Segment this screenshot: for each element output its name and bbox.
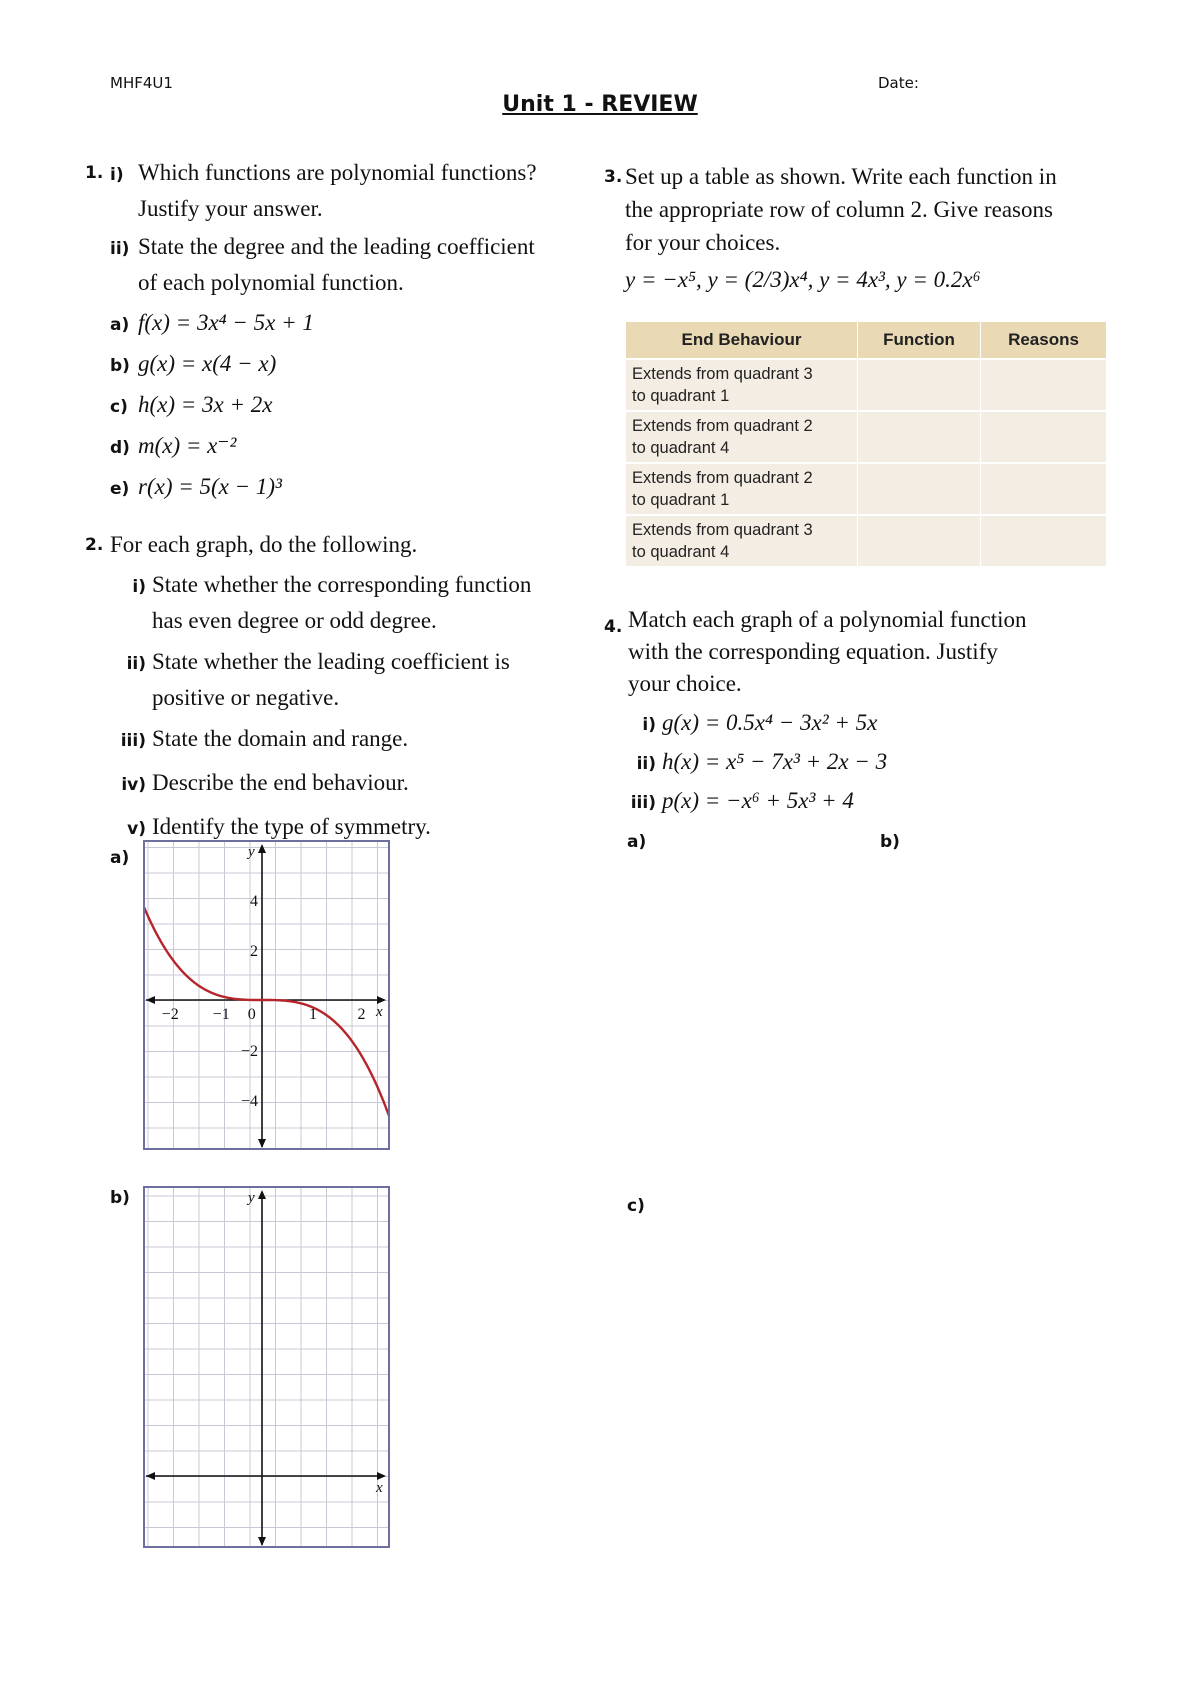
- table-header: Reasons: [981, 322, 1107, 359]
- reasons-cell[interactable]: [981, 359, 1107, 411]
- q1-part-label: a): [110, 315, 130, 335]
- q2-task-label: iii): [120, 731, 146, 751]
- table-row: [626, 411, 1107, 463]
- y-axis-arrow: [258, 1537, 266, 1546]
- q1-i-label: i): [110, 165, 124, 185]
- course-code: MHF4U1: [110, 74, 173, 92]
- end-behaviour-table: [625, 322, 1106, 566]
- q4-text: [628, 604, 1027, 700]
- table-header: Function: [858, 322, 981, 359]
- q1-ii-text-1: State the degree and the leading coefficient: [138, 234, 535, 259]
- q3-text-line: the appropriate row of column 2. Give reasons: [625, 197, 1053, 222]
- x-tick-label: −2: [161, 1006, 179, 1023]
- q4-text-line: with the corresponding equation. Justify: [628, 639, 998, 664]
- q1-part-label: e): [110, 479, 130, 499]
- table-row: [626, 515, 1107, 566]
- end-behaviour-cell: Extends from quadrant 2 to quadrant 4: [626, 411, 858, 463]
- table-row: [626, 359, 1107, 411]
- graph-2a: [143, 840, 390, 1150]
- q2-task-list: [118, 568, 531, 846]
- q2-task-text: State whether the corresponding function: [152, 572, 532, 597]
- q2-task: [118, 645, 531, 681]
- x-axis-label: x: [376, 1480, 383, 1496]
- end-behaviour-cell: Extends from quadrant 3 to quadrant 4: [626, 515, 858, 566]
- q1-ii-label: ii): [110, 239, 130, 259]
- q4-equation: p(x) = −x⁶ + 5x³ + 4: [662, 788, 854, 813]
- q4-equation: h(x) = x⁵ − 7x³ + 2x − 3: [662, 749, 888, 774]
- q2-task-text: State the domain and range.: [152, 726, 409, 751]
- q2-task-text: Describe the end behaviour.: [152, 770, 409, 795]
- q3-text: [625, 160, 1057, 296]
- q4-equation-list: [628, 706, 887, 823]
- y-axis-label: y: [248, 1190, 255, 1206]
- q1-function: m(x) = x⁻²: [138, 433, 237, 458]
- page-title: Unit 1 - REVIEW: [502, 92, 698, 117]
- q1-part-i: [110, 156, 537, 225]
- graph-2a-label: a): [110, 848, 130, 868]
- function-cell[interactable]: [858, 515, 981, 566]
- reasons-cell[interactable]: [981, 463, 1107, 515]
- q2-number: 2.: [85, 535, 104, 555]
- graph-4b: [907, 830, 1092, 1167]
- x-axis-arrow: [377, 996, 386, 1004]
- q1-function: h(x) = 3x + 2x: [138, 392, 273, 417]
- y-axis-arrow: [258, 1139, 266, 1148]
- q4-equation-label: i): [642, 715, 656, 735]
- y-axis-label: y: [248, 844, 255, 860]
- y-tick-label: 4: [250, 893, 258, 910]
- q4-equation-label: iii): [630, 793, 656, 813]
- q3-number: 3.: [604, 167, 623, 187]
- function-cell[interactable]: [858, 463, 981, 515]
- q3-text-line: Set up a table as shown. Write each function in: [625, 164, 1057, 189]
- graph-2b-label: b): [110, 1188, 130, 1208]
- end-behaviour-cell: Extends from quadrant 3 to quadrant 1: [626, 359, 858, 411]
- function-cell[interactable]: [858, 411, 981, 463]
- table-row: [626, 463, 1107, 515]
- x-tick-label: 0: [247, 1006, 256, 1023]
- graph-4a: [653, 830, 838, 1118]
- graph-2b: [143, 1186, 390, 1548]
- y-axis-arrow: [258, 844, 266, 853]
- q2-task-text: State whether the leading coefficient is: [152, 649, 510, 674]
- q2-task-label: v): [127, 819, 146, 839]
- x-tick-label: −1: [212, 1006, 230, 1023]
- q4-equation-label: ii): [636, 754, 656, 774]
- x-axis-arrow: [146, 996, 155, 1004]
- table-header-row: [626, 322, 1107, 359]
- reasons-cell[interactable]: [981, 515, 1107, 566]
- q2-task-label: iv): [121, 775, 146, 795]
- q2-intro: For each graph, do the following.: [110, 532, 418, 557]
- x-tick-label: 2: [357, 1006, 366, 1023]
- q1-part-ii: [110, 230, 535, 299]
- date-label: Date:: [878, 74, 919, 92]
- q4-text-line: Match each graph of a polynomial function: [628, 607, 1027, 632]
- q1-part-label: c): [110, 397, 128, 417]
- q1-number: 1.: [85, 163, 104, 183]
- q1-function: g(x) = x(4 − x): [138, 351, 277, 376]
- q4-text-line: your choice.: [628, 671, 742, 696]
- table-header: End Behaviour: [626, 322, 858, 359]
- q3-functions: y = −x⁵, y = (2/3)x⁴, y = 4x³, y = 0.2x⁶: [625, 267, 981, 292]
- y-tick-label: −4: [240, 1093, 258, 1110]
- q1-function: r(x) = 5(x − 1)³: [138, 474, 282, 499]
- q1-i-text-1: Which functions are polynomial functions?: [138, 160, 537, 185]
- x-tick-label: 1: [309, 1006, 317, 1023]
- q2-task-label: i): [132, 577, 146, 597]
- q2-task-text-2: has even degree or odd degree.: [152, 608, 437, 633]
- q2-task-text-2: positive or negative.: [152, 685, 340, 710]
- q4-equation: g(x) = 0.5x⁴ − 3x² + 5x: [662, 710, 878, 735]
- q2-task-label: ii): [126, 654, 146, 674]
- q2-task: [118, 722, 531, 758]
- q1-ii-text-2: of each polynomial function.: [138, 270, 404, 295]
- q1-part-label: b): [110, 356, 130, 376]
- function-cell[interactable]: [858, 359, 981, 411]
- q1-function-list: [110, 306, 314, 511]
- q3-text-line: for your choices.: [625, 230, 781, 255]
- end-behaviour-cell: Extends from quadrant 2 to quadrant 1: [626, 463, 858, 515]
- x-axis-arrow: [377, 1472, 386, 1480]
- q1-part-label: d): [110, 438, 130, 458]
- graph-4c: [653, 1193, 1021, 1531]
- graph-4b-label: b): [880, 832, 900, 852]
- q1-i-text-2: Justify your answer.: [138, 196, 323, 221]
- y-tick-label: −2: [240, 1043, 258, 1060]
- y-tick-label: 2: [250, 943, 258, 960]
- q2-task: [118, 766, 531, 802]
- q4-number: 4.: [604, 617, 623, 637]
- q2-task-text: Identify the type of symmetry.: [152, 814, 431, 839]
- y-axis-arrow: [258, 1190, 266, 1199]
- q2-task: [118, 568, 531, 604]
- x-axis-arrow: [146, 1472, 155, 1480]
- x-axis-label: x: [376, 1004, 383, 1020]
- graph-4c-label: c): [627, 1196, 645, 1216]
- q1-function: f(x) = 3x⁴ − 5x + 1: [138, 310, 314, 335]
- graph-4a-label: a): [627, 832, 647, 852]
- reasons-cell[interactable]: [981, 411, 1107, 463]
